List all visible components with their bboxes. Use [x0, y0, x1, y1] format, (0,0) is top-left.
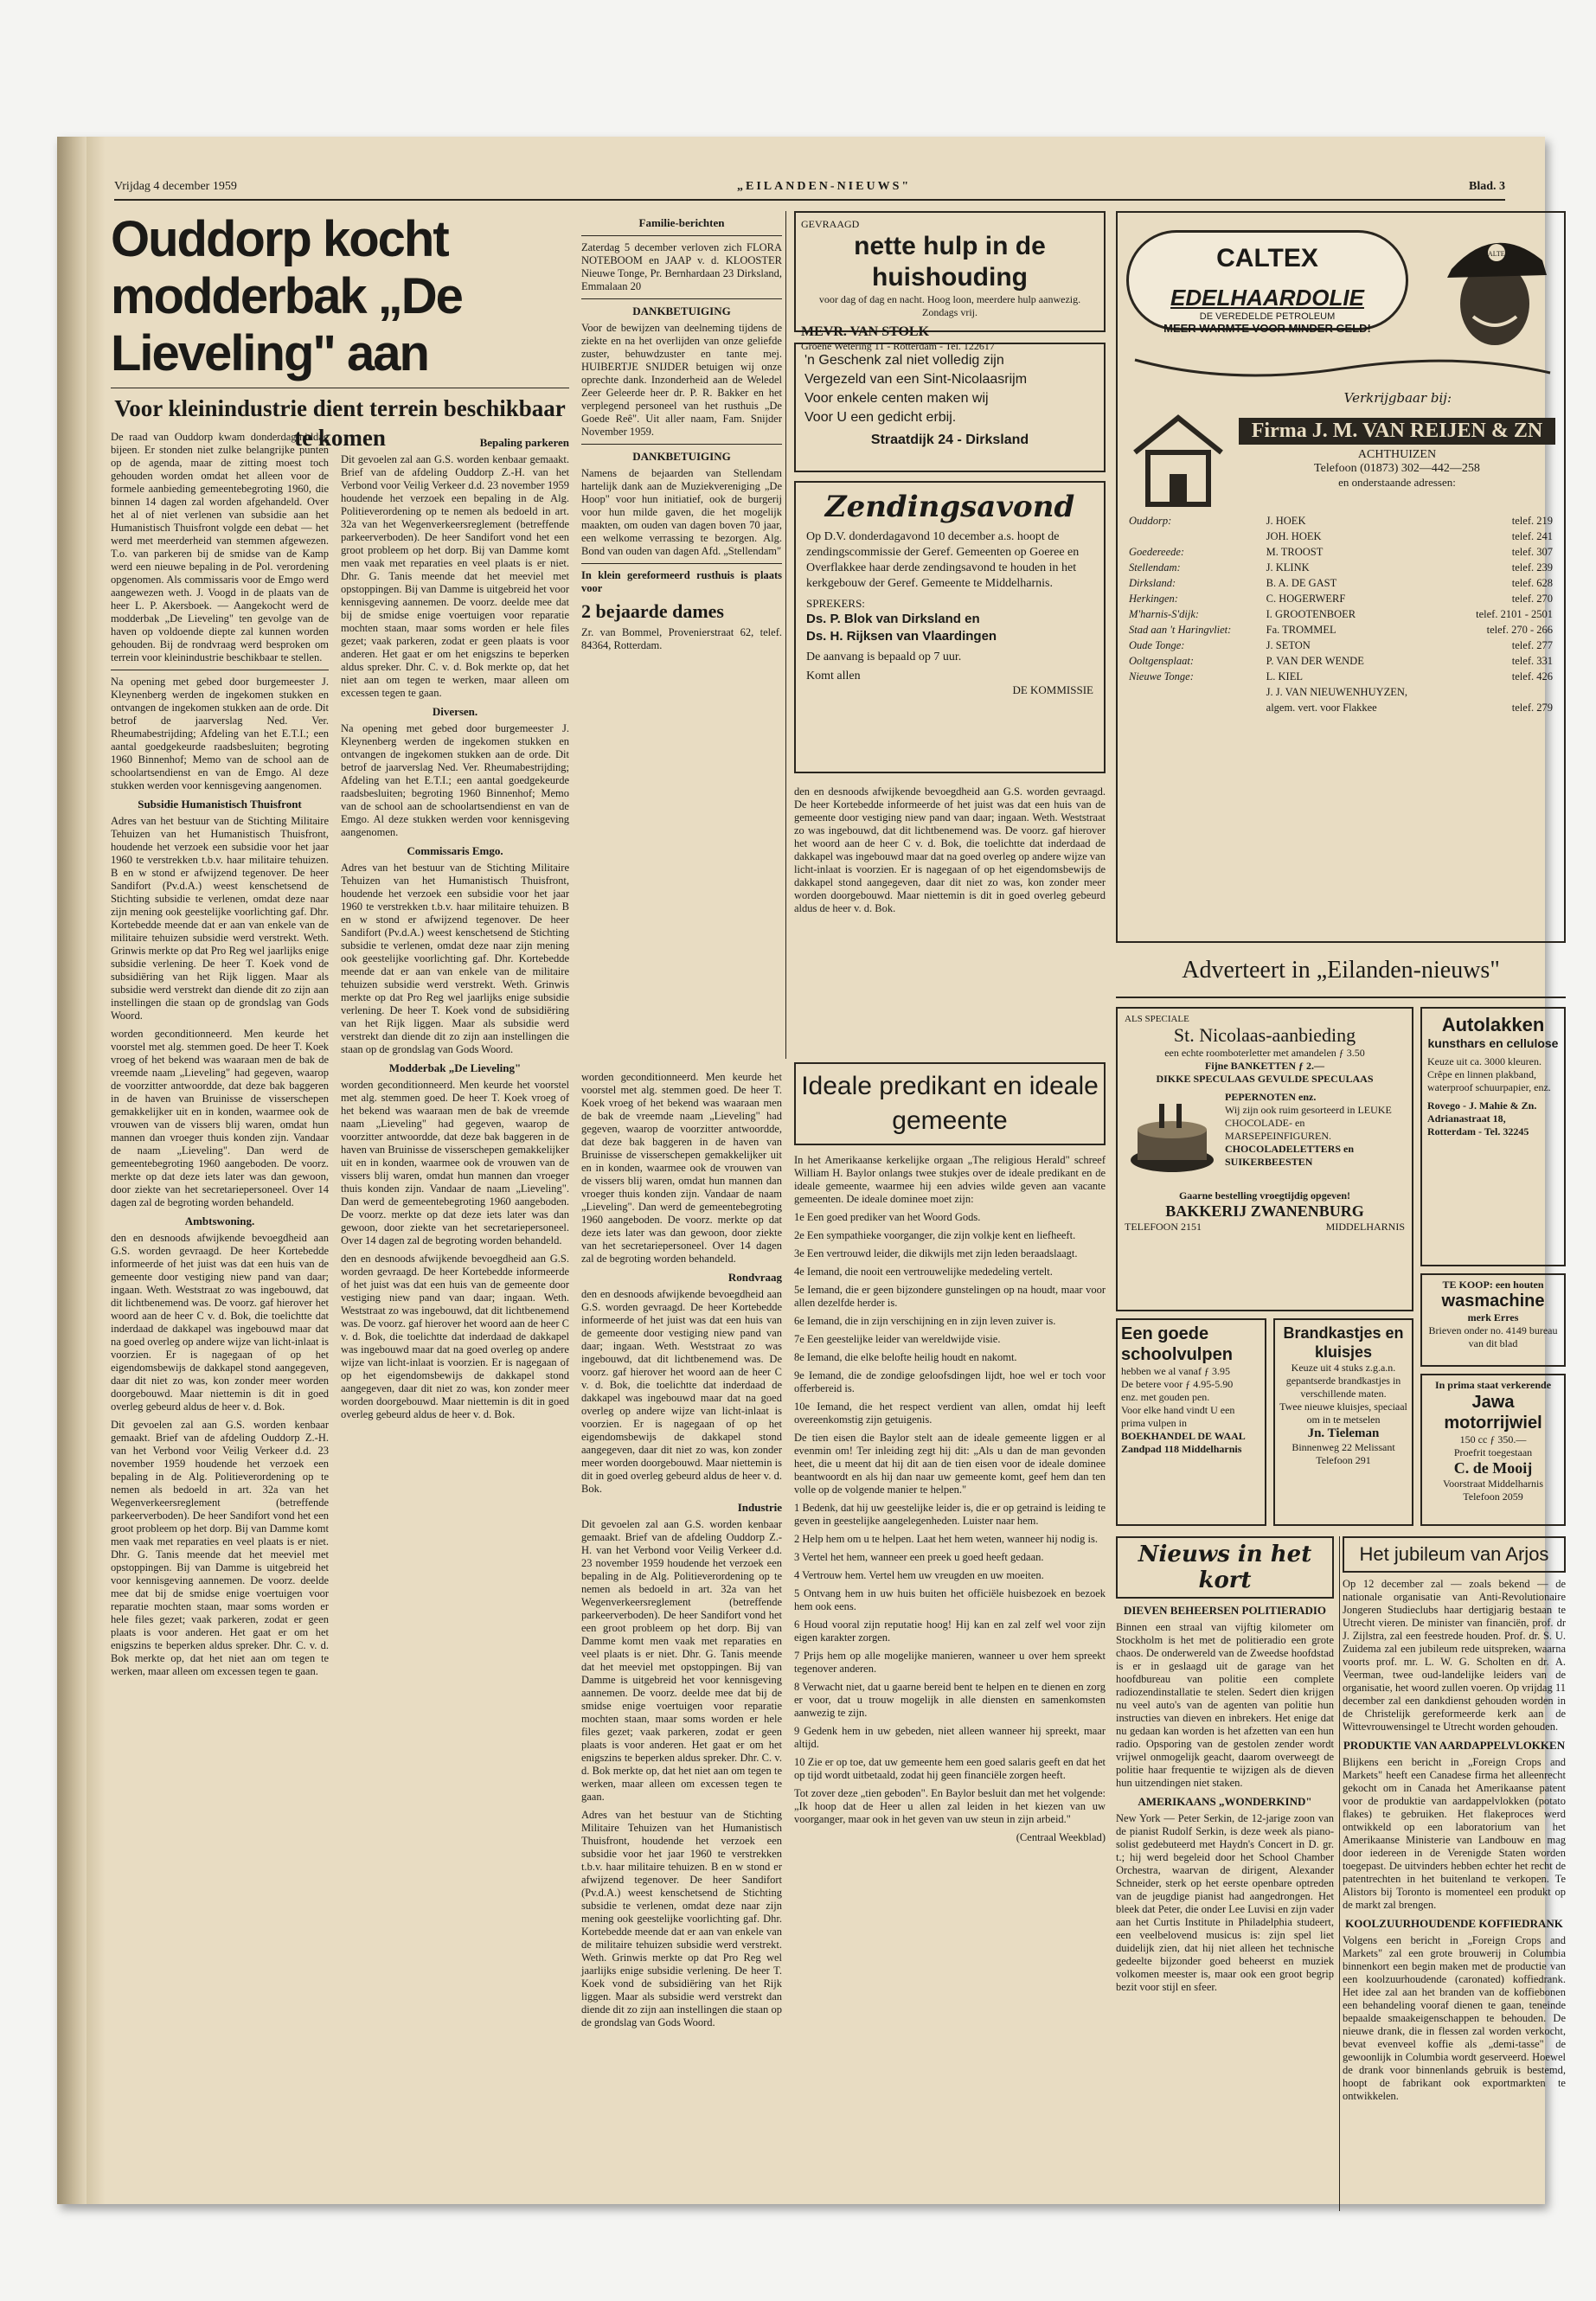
autolakken-sub: kunsthars en cellulose: [1427, 1036, 1559, 1050]
mission-start-time: De aanvang is bepaald op 7 uur.: [806, 651, 962, 663]
running-header: [114, 178, 1505, 201]
dealer-row: [1126, 606, 1555, 622]
commissaris-heading: Commissaris Emgo.: [407, 844, 503, 857]
brandkast-seller: Jn. Tieleman: [1307, 1426, 1380, 1440]
list-item: 10 Zie er op toe, dat uw gemeente hem een goed salaris geeft en dat het op tijd wordt uitbetaald, zodat hij geen financiële zorgen heeft.: [794, 1756, 1106, 1781]
jubileum-p1-title: PRODUKTIE VAN AARDAPPELVLOKKEN: [1343, 1739, 1566, 1752]
family-heading: Familie-berichten: [638, 216, 725, 229]
mission-speaker-1: Ds. P. Blok van Dirksland en: [806, 612, 980, 626]
smoke-swirl-icon: [1126, 351, 1559, 386]
predikant-list: [794, 1211, 1106, 1426]
column-a-text-3: worden geconditionneerd. Men keurde het voorstel met alg. stemmen goed. De heer T. Koek vroeg of het bekend was waaraan men de bak de vreemde naam „Lieveling" had gegeven, waarop de voorzitter antwoordde, dat deze bak baggeren in de haven van Bruinisse de visserschepen gemakkelijker uit en in konden, waarmee ook de vrouwen van de vissers blij waren, omdat hun mannen dan vroeger thuis konden zijn. Vandaar de naam „Lieveling". Dan werd de gemeentebegroting 1960 aangeboden. De voorz. merkte op dat deze iets later was dan gewoon, door ziekte van het secretariepersoneel. Over 14 dagen zal de begroting worden behandeld.: [111, 1028, 329, 1208]
ad-motorrijwiel: [1420, 1374, 1566, 1526]
dealer-tel: telef. 628: [1511, 577, 1553, 589]
list-item: 2e Een sympathieke voorganger, die zijn volkje kent en liefheeft.: [794, 1229, 1076, 1241]
predikant-title: Ideale predikant en ideale gemeente: [794, 1062, 1106, 1145]
dealer-tel: telef. 270 - 266: [1486, 624, 1553, 636]
dealer-name: Fa. TROMMEL: [1266, 624, 1336, 636]
rhyme-line-2: Vergezeld van een Sint-Nicolaasrijm: [804, 372, 1028, 387]
dealer-tel: telef. 241: [1511, 530, 1553, 542]
dealer-place: Goedereede:: [1129, 546, 1185, 558]
dealer-tel: telef. 239: [1511, 561, 1553, 574]
thanks-1-heading: DANKBETUIGING: [632, 304, 731, 317]
dealer-tel: telef. 279: [1511, 702, 1553, 714]
column-d-text: den en desnoods afwijkende bevoegdheid aan G.S. worden gevraagd. De heer Kortebedde informeerde of het juist was dat een huis van de gemeente door vestiging niew pand van daar; ingaan. Weth. Weststraat zo was ingebouwd, dat dit lichtbenemend was. De voorz. gaf hierover het woord aan de heer C v. d. Bok, die toelichtte dat inderdaad de dakkapel was ingebouwd maar dat na goed overleg op andere wijze van licht-inlaat is voorzien. Er is nagegaan of op het eigendomsbewijs de dakkapel stond aangegeven, daar dit niet zo was, kon zonder meer worden doorgebouwd. Maar niettemin is dit in goed overleg gebeurd aldus de heer v. d. Bok.: [794, 785, 1106, 914]
column-a-text-4: den en desnoods afwijkende bevoegdheid aan G.S. worden gevraagd. De heer Kortebedde informeerde of het juist was dat een huis van de gemeente door vestiging niew pand van daar; ingaan. Weth. Weststraat zo was ingebouwd, dat dit lichtbenemend was. De voorz. gaf hierover het woord aan de heer C v. d. Bok, die toelichtte dat inderdaad de dakkapel was ingebouwd maar dat na goed overleg op andere wijze van licht-inlaat is voorzien. Er is nagegaan of op het eigendomsbewijs de dakkapel stond aangegeven, daar dit niet zo was, kon zonder meer worden doorgebouwd. Maar niettemin is dit in goed overleg gebeurd aldus de heer v. d. Bok.: [111, 1232, 329, 1413]
autolakken-city: Rotterdam - Tel. 32245: [1427, 1125, 1529, 1138]
list-item: 4e Iemand, die nooit een vertrouwelijke mededeling vertelt.: [794, 1266, 1053, 1278]
dealer-row: [1126, 591, 1555, 606]
column-a-text-5: Dit gevoelen zal aan G.S. worden kenbaar gemaakt. Brief van de afdeling Ouddorp Z.-H. van het Verbond voor Veilig Verkeer d.d. 23 november 1959 houdende het verzoek een bepaling in de Alg. Politieverordening op te nemen als bedoeld in art. 32a van het Wegenverkeersreglement (betreffende parkeerverboden). De heer Sandifort vond het een groot probleem op het dorp. Bij van Damme komt men vaak met reparaties en veel plaats is er niet. Dhr. G. Tanis meende dat het meeviel met opstoppingen. Bij van Damme is uitgebreid het voor kennisgeving aannemen. De voorz. deelde mee dat bij de smidse enige voertuigen voor reparatie mochten staan, maar soms worden er hele files gezet; vaak parkeren, zodat er geen plaats is voor anderen. Het gaat er om het enigszins te beperken aldus spreker. Dhr. C. v. d. Bok merkte op, dat het niet aan om tegen te werken, maar alleen om excessen tegen te gaan.: [111, 1419, 329, 1677]
caltex-logo-oval: [1126, 230, 1408, 335]
column-b: [341, 431, 569, 2195]
bakkerij-line-6: CHOCOLADELETTERS en SUIKERBEESTEN: [1225, 1143, 1355, 1168]
industrie-heading: Industrie: [737, 1501, 782, 1514]
dealer-row: [1126, 575, 1555, 591]
caltex-banner: [1126, 221, 1555, 351]
advertise-slogan: Adverteert in „Eilanden-nieuws": [1116, 953, 1566, 998]
firm-city: ACHTHUIZEN: [1357, 448, 1437, 461]
mission-body: Op D.V. donderdagavond 10 december a.s. hoopt de zendingscommissie der Geref. Gemeenten op Goeree en Overflakkee haar derde zendingsavond te houden in het kerkgebouw der Geref. Gemeente te Middelharnis.: [806, 530, 1080, 590]
vulpen-line-2: De betere voor ƒ 4.95-5.90: [1121, 1378, 1234, 1390]
brandkast-line-2: Twee nieuwe kluisjes, speciaal om in te metselen: [1279, 1400, 1407, 1426]
dealer-tel: telef. 270: [1511, 593, 1553, 605]
vulpen-line-3: enz. met gouden pen.: [1121, 1391, 1210, 1403]
dealer-row: [1126, 560, 1555, 575]
dealer-tel: telef. 307: [1511, 546, 1553, 558]
vulpen-line-1: hebben we al vanaf ƒ 3.95: [1121, 1365, 1230, 1377]
dealer-place: Stellendam:: [1129, 561, 1181, 574]
column-c-text-3: Dit gevoelen zal aan G.S. worden kenbaar gemaakt. Brief van de afdeling Ouddorp Z.-H. van het Verbond voor Veilig Verkeer d.d. 23 november 1959 houdende het verzoek een bepaling in de Alg. Politieverordening op te nemen als bedoeld in art. 32a van het Wegenverkeersreglement (betreffende parkeerverboden). De heer Sandifort vond het een groot probleem op het dorp. Bij van Damme komt men vaak met reparaties en veel plaats is er niet. Dhr. G. Tanis meende dat het meeviel met opstoppingen. Bij van Damme is uitgebreid het voor kennisgeving aannemen. De voorz. deelde mee dat bij de smidse enige voertuigen voor reparatie mochten staan, maar soms worden er hele files gezet; vaak parkeren, zodat er geen plaats is voor anderen. Het gaat er om het enigszins te beperken aldus spreker. Dhr. C. v. d. Bok merkte op, dat het niet aan om tegen te werken, maar alleen om excessen tegen te gaan.: [581, 1518, 782, 1803]
mission-speaker-2: Ds. H. Rijksen van Vlaardingen: [806, 629, 997, 644]
dealer-row: [1126, 622, 1555, 638]
dealer-name: J. HOEK: [1266, 515, 1306, 527]
diversen-heading: Diversen.: [432, 705, 478, 718]
wasmachine-line-1: TE KOOP: een houten: [1442, 1279, 1544, 1291]
column-c-text-1: worden geconditionneerd. Men keurde het voorstel met alg. stemmen goed. De heer T. Koek vroeg of het bekend was waaraan men de bak de vreemde naam „Lieveling" had gegeven, waarop de voorzitter antwoordde, dat deze bak baggeren in de haven van Bruinisse de visserschepen gemakkelijker uit en in konden, waarmee ook de vrouwen van de vissers blij waren, omdat hun mannen dan vroeger thuis konden zijn. Vandaar de naam „Lieveling". Dan werd de gemeentebegroting 1960 aangeboden. De voorz. merkte op dat deze iets later was dan gewoon, door ziekte van het secretariepersoneel. Over 14 dagen zal de begroting worden behandeld.: [581, 1071, 782, 1265]
autolakken-title: Autolakken: [1441, 1014, 1545, 1035]
ad-help-title: nette hulp in de huishouding: [854, 232, 1046, 292]
dealer-tel: telef. 331: [1511, 655, 1553, 667]
dealer-name: J. SETON: [1266, 639, 1311, 651]
article-nieuws-kort: [1116, 1536, 1340, 2211]
dealer-name: C. HOGERWERF: [1266, 593, 1346, 605]
dealer-name: algem. vert. voor Flakkee: [1266, 702, 1377, 714]
header-page-number: Blad. 3: [1468, 180, 1505, 193]
dealer-tel: [1451, 684, 1555, 700]
firm-name: Firma J. M. VAN REIJEN & ZN: [1239, 418, 1555, 445]
autolakken-body: Keuze uit ca. 3000 kleuren. Crêpe en linnen plakband, waterproof schuurpapier, enz.: [1427, 1055, 1551, 1093]
ad-caltex: [1116, 211, 1566, 943]
motor-phone: Telefoon 2059: [1463, 1490, 1523, 1503]
caltex-tagline: DE VEREDELDE PETROLEUM: [1199, 311, 1336, 322]
list-item: 1e Een goed prediker van het Woord Gods.: [794, 1211, 981, 1223]
ad-household-help: [794, 211, 1106, 352]
bakkerij-line-2: Fijne BANKETTEN ƒ 2.—: [1204, 1060, 1324, 1072]
list-item: 4 Vertrouw hem. Vertel hem uw vreugden en uw moeiten.: [794, 1569, 1044, 1581]
dealer-name: B. A. DE GAST: [1266, 577, 1337, 589]
dealer-tel: telef. 277: [1511, 639, 1553, 651]
brandkast-line-1: Keuze uit 4 stuks z.g.a.n. gepantserde brandkastjes in verschillende maten.: [1285, 1362, 1401, 1400]
subsidie-heading: Subsidie Humanistisch Thuisfront: [138, 798, 302, 811]
nieuws-s1-title: DIEVEN BEHEERSEN POLITIERADIO: [1123, 1604, 1327, 1617]
header-date: Vrijdag 4 december 1959: [114, 180, 237, 193]
gemeente-intro: De tien eisen die Baylor stelt aan de ideale gemeente liggen er al evenmin om! Ter inleiding zegt hij dit: „Als u dan de man gevonden heet, die u meent dat hij dit aan de tien eisen voor de ideale dominee beantwoordt en als hij dan naar uw gemeente komt, geef hem dan ten volle op de volgende manier te helpen.": [794, 1432, 1106, 1496]
motor-address: Voorstraat Middelharnis: [1442, 1477, 1544, 1490]
rhyme-line-1: 'n Geschenk zal niet volledig zijn: [804, 353, 1004, 368]
thanks-2-heading: DANKBETUIGING: [632, 450, 731, 463]
bakkerij-label: ALS SPECIALE: [1125, 1014, 1189, 1024]
dealer-row: [1126, 669, 1555, 684]
ad-autolakken: [1420, 1007, 1566, 1266]
brandkast-phone: Telefoon 291: [1316, 1454, 1371, 1466]
motor-testride: Proefrit toegestaan: [1453, 1446, 1533, 1458]
list-item: 8e Iemand, die elke belofte heilig houdt en nakomt.: [794, 1351, 1017, 1363]
column-a: [111, 431, 329, 2195]
bakkerij-title: St. Nicolaas-aanbieding: [1173, 1024, 1356, 1046]
column-b-text-5: den en desnoods afwijkende bevoegdheid aan G.S. worden gevraagd. De heer Kortebedde informeerde of het juist was dat een huis van de gemeente door vestiging niew pand van daar; ingaan. Weth. Weststraat zo was ingebouwd, dat dit lichtbenemend was. De voorz. gaf hierover het woord aan de heer C v. d. Bok, die toelichtte dat inderdaad de dakkapel was ingebouwd maar dat na goed overleg op andere wijze van licht-inlaat is voorzien. Er is nagegaan of op het eigendomsbewijs de dakkapel stond aangegeven, daar dit niet zo was, kon zonder meer worden doorgebouwd. Maar niettemin is dit in goed overleg gebeurd aldus de heer v. d. Bok.: [341, 1253, 569, 1420]
bakkerij-phone: TELEFOON 2151: [1125, 1221, 1202, 1233]
column-c: [581, 1071, 782, 2195]
vulpen-shop: BOEKHANDEL DE WAAL: [1121, 1430, 1246, 1442]
ad-help-body: voor dag of dag en nacht. Hoog loon, meerdere hulp aanwezig. Zondags vrij.: [818, 293, 1081, 318]
vulpen-line-4: Voor elke hand vindt U een prima vulpen in: [1121, 1404, 1235, 1429]
dealer-place: Oude Tonge:: [1129, 639, 1185, 651]
dealer-place: [1126, 684, 1264, 700]
dealer-tel: telef. 426: [1511, 670, 1553, 683]
article-predikant: [794, 1062, 1106, 2213]
wasmachine-title: wasmachine: [1441, 1292, 1545, 1311]
vulpen-title: Een goede schoolvulpen: [1121, 1324, 1233, 1364]
mission-speakers-label: SPREKERS:: [806, 597, 865, 610]
thanks-2-text: Namens de bejaarden van Stellendam hartelijk dank aan de Muziekvereniging „De Hoop" voor hun initiatief, ook de burgerij voor hun milde gaven, die het mogelijk maakten, om ouden van dagen boven 70 jaar, een welkome verrassing te bezorgen. Alg. Bond van ouden van dagen Afd. „Stellendam": [581, 467, 782, 557]
mission-title: Zendingsavond: [824, 490, 1075, 524]
rhyme-line-4: Voor U een gedicht erbij.: [804, 410, 957, 425]
jubileum-p2-text: Volgens een bericht in „Foreign Crops and Markets" zal een grote brouwerij in Columbia binnenkort een begin maken met de productie van een koolzuurhoudende (caronated) koffiedrank. Het idee zal aan het branden van de koffiebonen een behandeling vooraf dienen te gaan, teneinde bepaalde smaakeigenschappen te behouden. De nieuwe drank, die in flessen zal worden verkocht, bevat evenveel koffie als „demi-tasse" de gewoonlijk in Columbia wordt geserveerd. Hoewel de drank voor binnenlands gebruik is bestemd, hoopt de fabrikant ook exportmarkten te ontwikkelen.: [1343, 1934, 1566, 2102]
list-item: 9e Iemand, die de zondige geloofsdingen lijdt, hoe wel er toch voor offerbereid is.: [794, 1369, 1106, 1394]
lead-subheadline: Voor kleinindustrie dient terrein beschikbaar te komen: [114, 395, 566, 451]
bakkerij-line-5: Wij zijn ook ruim gesorteerd in LEUKE CHOCOLADE- en MARSEPEINFIGUREN.: [1225, 1104, 1392, 1142]
dealer-row: [1126, 513, 1555, 529]
ad-brandkast: [1273, 1318, 1413, 1526]
firm-block: [1239, 418, 1555, 490]
list-item: 7e Een geestelijke leider van wereldwijde visie.: [794, 1333, 1001, 1345]
ad-help-address: Groene Wetering 11 - Rotterdam - Tel. 122617: [801, 340, 995, 352]
dealer-name: J. KLINK: [1266, 561, 1310, 574]
nieuws-s2-title: AMERIKAANS „WONDERKIND": [1138, 1795, 1312, 1808]
column-b-text-2: Na opening met gebed door burgemeester J. Kleynenberg werden de ingekomen stukken en ontvangen de ingekomen stukken aan de orde. Dit betrof de jaarverslag Ned. Ver. Rheumabestrijding; Afdeling van het E.T.I.; een aantal goedgekeurde raadsbesluiten; begroting 1960 Binnenhof; Memo van de school aan de schoolartsendienst en van de Emgo. Al deze stukken werden voor kennisgeving aangenomen.: [341, 722, 569, 838]
caltex-slogan: MEER WARMTE VOOR MINDER GELD!: [1163, 322, 1371, 335]
autolakken-name: Rovego - J. Mahie & Zn.: [1427, 1099, 1537, 1112]
dealer-place: Ouddorp:: [1129, 515, 1172, 527]
dealer-place: M'harnis-S'dijk:: [1129, 608, 1200, 620]
column-d: [794, 785, 1106, 1054]
page-gutter: [87, 137, 106, 2204]
firm-phone: Telefoon (01873) 302—442—258: [1314, 462, 1480, 475]
bakkerij-line-7: Gaarne bestelling vroegtijdig opgeven!: [1178, 1189, 1351, 1202]
lead-intro: De raad van Ouddorp kwam donderdagmiddag bijeen. Er stonden niet zulke belangrijke punten op de agenda, maar de zitting moest toch gehouden worden omdat het alleen voor de formele aanbieding gemeentebegroting 1960, die binnen 14 dagen zal worden afgehandeld. Over het al of niet verlenen van subsidie aan het Humanistisch Thuisfront volgde een debat — het werd met meerderheid van stemmen afgewezen. T.o. van parkeren bij de smidse van de Kamp werd een nieuwe bepaling in de Pol. verordening opgenomen. Als commissaris voor de Emgo werd aangewezen weth. J. Voogd in de plaats van de heer L. P. Akersboek. — Aangekocht werd de modderbak „De Lieveling" ten gevolge van de haven op voldoende diepte zal kunnen worden gehouden. Bij de rondvraag werd besproken om terrein voor kleinindustrie beschikbaar te stellen.: [111, 431, 329, 663]
mission-signature: DE KOMMISSIE: [1012, 683, 1093, 696]
motor-seller: C. de Mooij: [1453, 1459, 1533, 1477]
binding-spine: [57, 137, 87, 2204]
header-paper-title: „EILANDEN-NIEUWS": [737, 180, 912, 193]
dealer-row: [1126, 653, 1555, 669]
nieuws-s2-text: New York — Peter Serkin, de 12-jarige zoon van de pianist Rudolf Serkin, is deze week als piano-solist gedebuteerd met Haydn's Concert in D. gr. t.; hij werd begeleid door het School Chamber Orchestra, waarvan de dirigent, Alexander Schneider, sterk op het eerste openbare optreden van de jeugdige pianist had aangedrongen. Het bleek dat Peter, die onder Lee Luvisi en zijn vader aan het Curtis Institute in Philadelphia studeert, een veelbelovend musicus is: zijn spel liet duidelijk zien, dat hij niet alleen het technische gedeelte bijzonder goed beheerst en muziek volkomen meester is, maar ook een groot begrip bezit voor stijl en sfeer.: [1116, 1812, 1334, 1993]
autolakken-address: Adrianastraat 18,: [1427, 1112, 1506, 1125]
column-b-text-3: Adres van het bestuur van de Stichting Militaire Tehuizen van het Humanistisch Thuisfront, houdende het verzoek een subsidie voor het jaar 1960 te verstrekken t.b.v. haar militaire tehuizen. B en w stond er afwijzend tegenover. De heer Sandifort (Pv.d.A.) weest kenschetsend de Stichting subsidie te verlenen, omdat deze naar zijn mening ook geestelijke voorlichting gaf. Dhr. Kortebedde meende dat er aan van enkele van de militaire tehuizen subsidie werd verstrekt. Weth. Grinwis merkte op dat Pro Reg wel jaarlijks enige subsidie verlening. De heer T. Koek vond de subsidiëring van het Rijk liggen. Maar als subsidie werd verstrekt dan diende dit zo zijn aan instellingen die staan op de grondslag van Gods Woord.: [341, 862, 569, 1055]
lead-headline: Ouddorp kocht modderbak „De Lieveling" aan: [111, 211, 462, 381]
rest-home-headline: 2 bejaarde dames: [581, 600, 724, 622]
ad-wasmachine: [1420, 1273, 1566, 1367]
dealer-place: Nieuwe Tonge:: [1129, 670, 1194, 683]
rhyme-address: Straatdijk 24 - Dirksland: [870, 433, 1029, 447]
brandkast-address: Binnenweg 22 Melissant: [1292, 1441, 1395, 1453]
list-item: 1 Bedenk, dat hij uw geestelijke leider is, die er op getraind is leiding te geven in geestelijke aangelegenheden. Luister naar hem.: [794, 1502, 1106, 1527]
dealer-place: Stad aan 't Haringvliet:: [1129, 624, 1232, 636]
bakkerij-line-4: PEPERNOTEN enz.: [1225, 1091, 1317, 1103]
list-item: 10e Iemand, die het respect verdient van allen, omdat hij leeft overeenkomstig zijn getuigenis.: [794, 1400, 1106, 1426]
column-c-text-2: den en desnoods afwijkende bevoegdheid aan G.S. worden gevraagd. De heer Kortebedde informeerde of het juist was dat een huis van de gemeente door vestiging niew pand van daar; ingaan. Weth. Weststraat zo was ingebouwd, dat dit lichtbenemend was. De voorz. gaf hierover het woord aan de heer C v. d. Bok, die toelichtte dat inderdaad de dakkapel was ingebouwd maar dat na goed overleg op andere wijze van licht-inlaat is voorzien. Er is nagegaan of op het eigendomsbewijs de dakkapel stond aangegeven, daar dit niet zo was, kon zonder meer worden doorgebouwd. Maar niettemin is dit in goed overleg gebeurd aldus de heer v. d. Bok.: [581, 1288, 782, 1495]
dealer-name: M. TROOST: [1266, 546, 1324, 558]
column-b-text-4: worden geconditionneerd. Men keurde het voorstel met alg. stemmen goed. De heer T. Koek vroeg of het bekend was waaraan men de bak de vreemde naam „Lieveling" had gegeven, waarop de voorzitter antwoordde, dat deze bak baggeren in de haven van Bruinisse de visserschepen gemakkelijker uit en in konden, waarmee ook de vrouwen van de vissers blij waren, omdat hun mannen dan vroeger thuis konden zijn. Vandaar de naam „Lieveling". Dan werd de gemeentebegroting 1960 aangeboden. De voorz. merkte op dat deze iets later was dan gewoon, door ziekte van het secretariepersoneel. Over 14 dagen zal de begroting worden behandeld.: [341, 1079, 569, 1247]
lieveling-heading: Modderbak „De Lieveling": [388, 1061, 522, 1074]
mission-welcome: Komt allen: [806, 670, 861, 683]
house-logo-icon: [1126, 409, 1230, 513]
wasmachine-contact: Brieven onder no. 4149 bureau van dit blad: [1428, 1324, 1558, 1349]
family-notices-column: [581, 211, 786, 1059]
predikant-source: (Centraal Weekblad): [1016, 1831, 1106, 1843]
brandkast-title: Brandkastjes en kluisjes: [1283, 1324, 1404, 1361]
parkeren-heading: Bepaling parkeren: [479, 436, 569, 449]
column-c-text-4: Adres van het bestuur van de Stichting Militaire Tehuizen van het Humanistisch Thuisfront, houdende het verzoek een subsidie voor het jaar 1960 te verstrekken t.b.v. haar militaire tehuizen. B en w stond er afwijzend tegenover. De heer Sandifort (Pv.d.A.) weest kenschetsend de Stichting subsidie te verlenen, omdat deze naar zijn mening ook geestelijke voorlichting gaf. Dhr. Kortebedde meende dat er aan van enkele van de militaire tehuizen subsidie werd verstrekt. Weth. Grinwis merkte op dat Pro Reg wel jaarlijks enige subsidie verlening. De heer T. Koek vond de subsidiëring van het Rijk liggen. Maar als subsidie werd verstrekt dan diende dit zo zijn aan instellingen die staan op de grondslag van Gods Woord.: [581, 1809, 782, 2029]
predikant-intro: In het Amerikaanse kerkelijke orgaan „The religious Herald" schreef William H. Baylor onlangs twee stukjes over de ideale predikant en de ideale gemeente, waarmee hij een advies wilde geven aan vacante gemeenten. De ideale dominee moet zijn:: [794, 1154, 1106, 1205]
dealer-place: [1126, 529, 1264, 544]
dealer-name: L. KIEL: [1266, 670, 1303, 683]
caltex-product: EDELHAARDOLIE: [1170, 285, 1364, 311]
dealer-place: [1126, 700, 1264, 715]
bakkerij-line-1: een echte roomboterletter met amandelen ƒ 3.50: [1164, 1047, 1365, 1059]
dealer-name: I. GROOTENBOER: [1266, 608, 1356, 620]
engagement-notice: Zaterdag 5 december verloven zich FLORA NOTEBOOM en JAAP v. d. KLOOSTER Nieuwe Tonge, Pr. Bernhardaan 23 Dirksland, Emmalaan 20: [581, 241, 782, 292]
motor-title: Jawa motorrijwiel: [1444, 1393, 1542, 1433]
caltex-brand: CALTEX: [1216, 244, 1318, 272]
column-a-text-2: Adres van het bestuur van de Stichting Militaire Tehuizen van het Humanistisch Thuisfront, houdende het verzoek een subsidie voor het jaar 1960 te verstrekken t.b.v. haar militaire tehuizen. B en w stond er afwijzend tegenover. De heer Sandifort (Pv.d.A.) weest kenschetsend de Stichting subsidie te verlenen, omdat deze naar zijn mening ook geestelijke voorlichting gaf. Dhr. Kortebedde meende dat er aan van enkele van de militaire tehuizen subsidie werd verstrekt. Weth. Grinwis merkte op dat Pro Reg wel jaarlijks enige subsidie verlening. De heer T. Koek vond de subsidiëring van het Rijk liggen. Maar als subsidie werd verstrekt dan diende dit zo zijn aan instellingen die staan op de grondslag van Gods Woord.: [111, 815, 329, 1022]
list-item: 6e Iemand, die in zijn verschijning en in zijn leven zuiver is.: [794, 1315, 1056, 1327]
bakkerij-line-3: DIKKE SPECULAAS GEVULDE SPECULAAS: [1156, 1073, 1374, 1085]
jubileum-title: Het jubileum van Arjos: [1343, 1536, 1566, 1573]
jubileum-text: Op 12 december zal — zoals bekend — de nationale organisatie van Anti-Revolutionaire Jongeren Studieclubs haar dertigjarig bestaan te Utrecht vieren. De minister van financiën, prof. dr J. Zijlstra, zal een feestrede houden. Prof. dr. S. U. Zuidema zal een jubileum rede uitspreken, waarna voorts prof. mr. L. W. G. Scholten en dr. A. Veerman, twee oud-landelijke leiders van de organisatie, het woord zullen voeren. Op vrijdag 11 december zal een dankdienst gehouden worden in de Christelijk gereformeerde kerk aan de Wittevrouwensingel te Utrecht worden gehouden.: [1343, 1578, 1566, 1733]
dealer-place: Ooltgensplaat:: [1129, 655, 1194, 667]
dealer-name: JOH. HOEK: [1266, 530, 1322, 542]
gas-attendant-icon: [1434, 221, 1555, 351]
vulpen-address: Zandpad 118 Middelharnis: [1121, 1443, 1242, 1455]
dealer-row: [1126, 638, 1555, 653]
predikant-outro: Tot zover deze „tien geboden". En Baylor besluit dan met het volgende: „Ik hoop dat de Heer u allen zal leiden in het kiezen van uw voorganger, maar ook in het geven van uw steun in zijn arbeid.": [794, 1787, 1106, 1825]
article-jubileum: [1343, 1536, 1566, 2211]
newspaper-page: [57, 137, 1566, 2204]
dealer-row: [1126, 684, 1555, 700]
ad-bakkerij: [1116, 1007, 1413, 1311]
nieuws-title: Nieuws in het kort: [1116, 1536, 1334, 1599]
dealer-place: Herkingen:: [1129, 593, 1178, 605]
ad-mission-evening: [794, 481, 1106, 773]
rest-home-address: Zr. van Bommel, Provenierstraat 62, telef. 84364, Rotterdam.: [581, 626, 782, 651]
ambtswoning-heading: Ambtswoning.: [184, 1215, 255, 1227]
list-item: 6 Houd vooral zijn reputatie hoog! Hij kan en zal zelf wel voor zijn eigen karakter zorgen.: [794, 1618, 1106, 1644]
list-item: 8 Verwacht niet, dat u gaarne bereid bent te helpen en te dienen en zorg er voor, dat u trouw mogelijk in alle diensten en samenkomsten aanwezig te zijn.: [794, 1681, 1106, 1719]
bakkerij-name: BAKKERIJ ZWANENBURG: [1165, 1202, 1364, 1220]
list-item: 9 Gedenk hem in uw gebeden, niet alleen wanneer hij spreekt, maar altijd.: [794, 1725, 1106, 1750]
ad-nicolaas-rhyme: [794, 343, 1106, 472]
list-item: 3e Een vertrouwd leider, die dikwijls met zijn leden beraadslaagt.: [794, 1247, 1078, 1259]
column-a-text-1: Na opening met gebed door burgemeester J. Kleynenberg werden de ingekomen stukken en ontvangen de ingekomen stukken aan de orde. Dit betrof de jaarverslag Ned. Ver. Rheumabestrijding; Afdeling van het E.T.I.; een aantal goedgekeurde raadsbesluiten; begroting 1960 Binnenhof; Memo van de school aan de schoolartsendienst en van de Emgo. Al deze stukken werden voor kennisgeving aangenomen.: [111, 676, 329, 792]
dealer-name: P. VAN DER WENDE: [1266, 655, 1364, 667]
dealer-table: [1126, 513, 1555, 715]
bakkerij-city: MIDDELHARNIS: [1325, 1221, 1405, 1233]
rhyme-line-3: Voor enkele centen maken wij: [804, 391, 989, 406]
dealer-place: Dirksland:: [1129, 577, 1176, 589]
dealer-tel: telef. 2101 - 2501: [1476, 608, 1553, 620]
list-item: 3 Vertel het hem, wanneer een preek u goed heeft gedaan.: [794, 1551, 1044, 1563]
wasmachine-brand: merk Erres: [1467, 1311, 1519, 1324]
dealer-row: [1126, 529, 1555, 544]
jubileum-p2-title: KOOLZUURHOUDENDE KOFFIEDRANK: [1345, 1917, 1563, 1930]
thanks-1-text: Voor de bewijzen van deelneming tijdens de ziekte en na het overlijden van onze geliefde zuster, behuwdzuster en tante mej. HUIBERTJE SNIJDER betuigen wij onze oprechte dank. Inzonderheid aan de Weledel Zeer Geleerde heer dr. P. R. Bakker en het verplegend personeel van het rusthuis „De Goede Reê". Uit aller naam, Fam. Snijder November 1959.: [581, 322, 782, 438]
gemeente-list: [794, 1502, 1106, 1782]
cap-badge-text: CALTEX: [1483, 250, 1510, 258]
dealer-name: J. J. VAN NIEUWENHUYZEN,: [1266, 686, 1408, 698]
list-item: 5e Iemand, die er geen bijzondere gunstelingen op na houdt, maar voor allen dezelfde herder is.: [794, 1284, 1106, 1309]
list-item: 2 Help hem om u te helpen. Laat het hem weten, wanneer hij nodig is.: [794, 1533, 1098, 1545]
dealer-row: [1126, 544, 1555, 560]
rondvraag-heading: Rondvraag: [727, 1271, 782, 1284]
list-item: 5 Ontvang hem in uw huis buiten het officiële huisbezoek en bezoek hem ook eens.: [794, 1587, 1106, 1612]
rest-home-intro: In klein gereformeerd rusthuis is plaats voor: [581, 569, 782, 594]
caltex-available: Verkrijgbaar bij:: [1343, 390, 1452, 406]
list-item: 7 Prijs hem op alle mogelijke manieren, wanneer u over hem spreekt tegenover anderen.: [794, 1650, 1106, 1675]
cake-icon: [1125, 1091, 1220, 1186]
dealers-intro: en onderstaande adressen:: [1338, 476, 1456, 489]
ad-help-name: MEVR. VAN STOLK: [801, 324, 930, 339]
dealer-tel: telef. 219: [1511, 515, 1553, 527]
jubileum-p1-text: Blijkens een bericht in „Foreign Crops and Markets" heeft een Canadese firma het alleenrecht gekocht om in Canada het Amerikaanse patent voor de produktie van aardappelvlokken (potato flakes) te gebruiken. Het flakeproces werd ontwikkeld op een laboratorium van het Amerikaanse Ministerie van Landbouw en mag door iedereen in de Verenigde Staten worden toegepast. De uitvinders hebben echter het recht de patentrechten in het buitenland te verkopen. Te Alistors bij Toronto is momenteel een produkt op de markt zal brengen.: [1343, 1756, 1566, 1911]
motor-price: 150 cc ƒ 350.—: [1459, 1433, 1527, 1445]
nieuws-s1-text: Binnen een straal van vijftig kilometer om Stockholm is het met de politieradio een grote chaos. De onderwereld van de Zweedse hoofdstad is er in geslaagd uit de garage van het hoofdbureau van politie een complete radiozendinstallatie te stelen. Sedert dien krijgen nu veel auto's van de agenten van politie hun instructies van dieven en inbrekers. Het enige dat nu gedaan kan worden is het afzetten van een hun radio. Opsporing van de gestolen zender wordt vrijwel onmogelijk geacht, daarom overweegt de politie haar frequentie te wijzigen als de dieven hun uitzendingen niet staken.: [1116, 1621, 1334, 1789]
column-b-text-1: Dit gevoelen zal aan G.S. worden kenbaar gemaakt. Brief van de afdeling Ouddorp Z.-H. van het Verbond voor Veilig Verkeer d.d. 23 november 1959 houdende het verzoek een bepaling in de Alg. Politieverordening op te nemen als bedoeld in art. 32a van het Wegenverkeersreglement (betreffende parkeerverboden). De heer Sandifort vond het een groot probleem op het dorp. Bij van Damme komt men vaak met reparaties en veel plaats is er niet. Dhr. G. Tanis meende dat het meeviel met opstoppingen. Bij van Damme is uitgebreid het voor kennisgeving aannemen. De voorz. deelde mee dat bij de smidse enige voertuigen voor reparatie mochten staan, maar soms worden er hele files gezet; vaak parkeren, zodat er geen plaats is voor anderen. Het gaat er om het enigszins te beperken aldus spreker. Dhr. C. v. d. Bok merkte op, dat het niet aan om tegen te werken, maar alleen om excessen tegen te gaan.: [341, 453, 569, 699]
motor-line-1: In prima staat verkerende: [1434, 1379, 1552, 1391]
dealer-row: [1126, 700, 1555, 715]
ad-schoolvulpen: [1116, 1318, 1266, 1526]
ad-help-label: GEVRAAGD: [801, 218, 860, 230]
